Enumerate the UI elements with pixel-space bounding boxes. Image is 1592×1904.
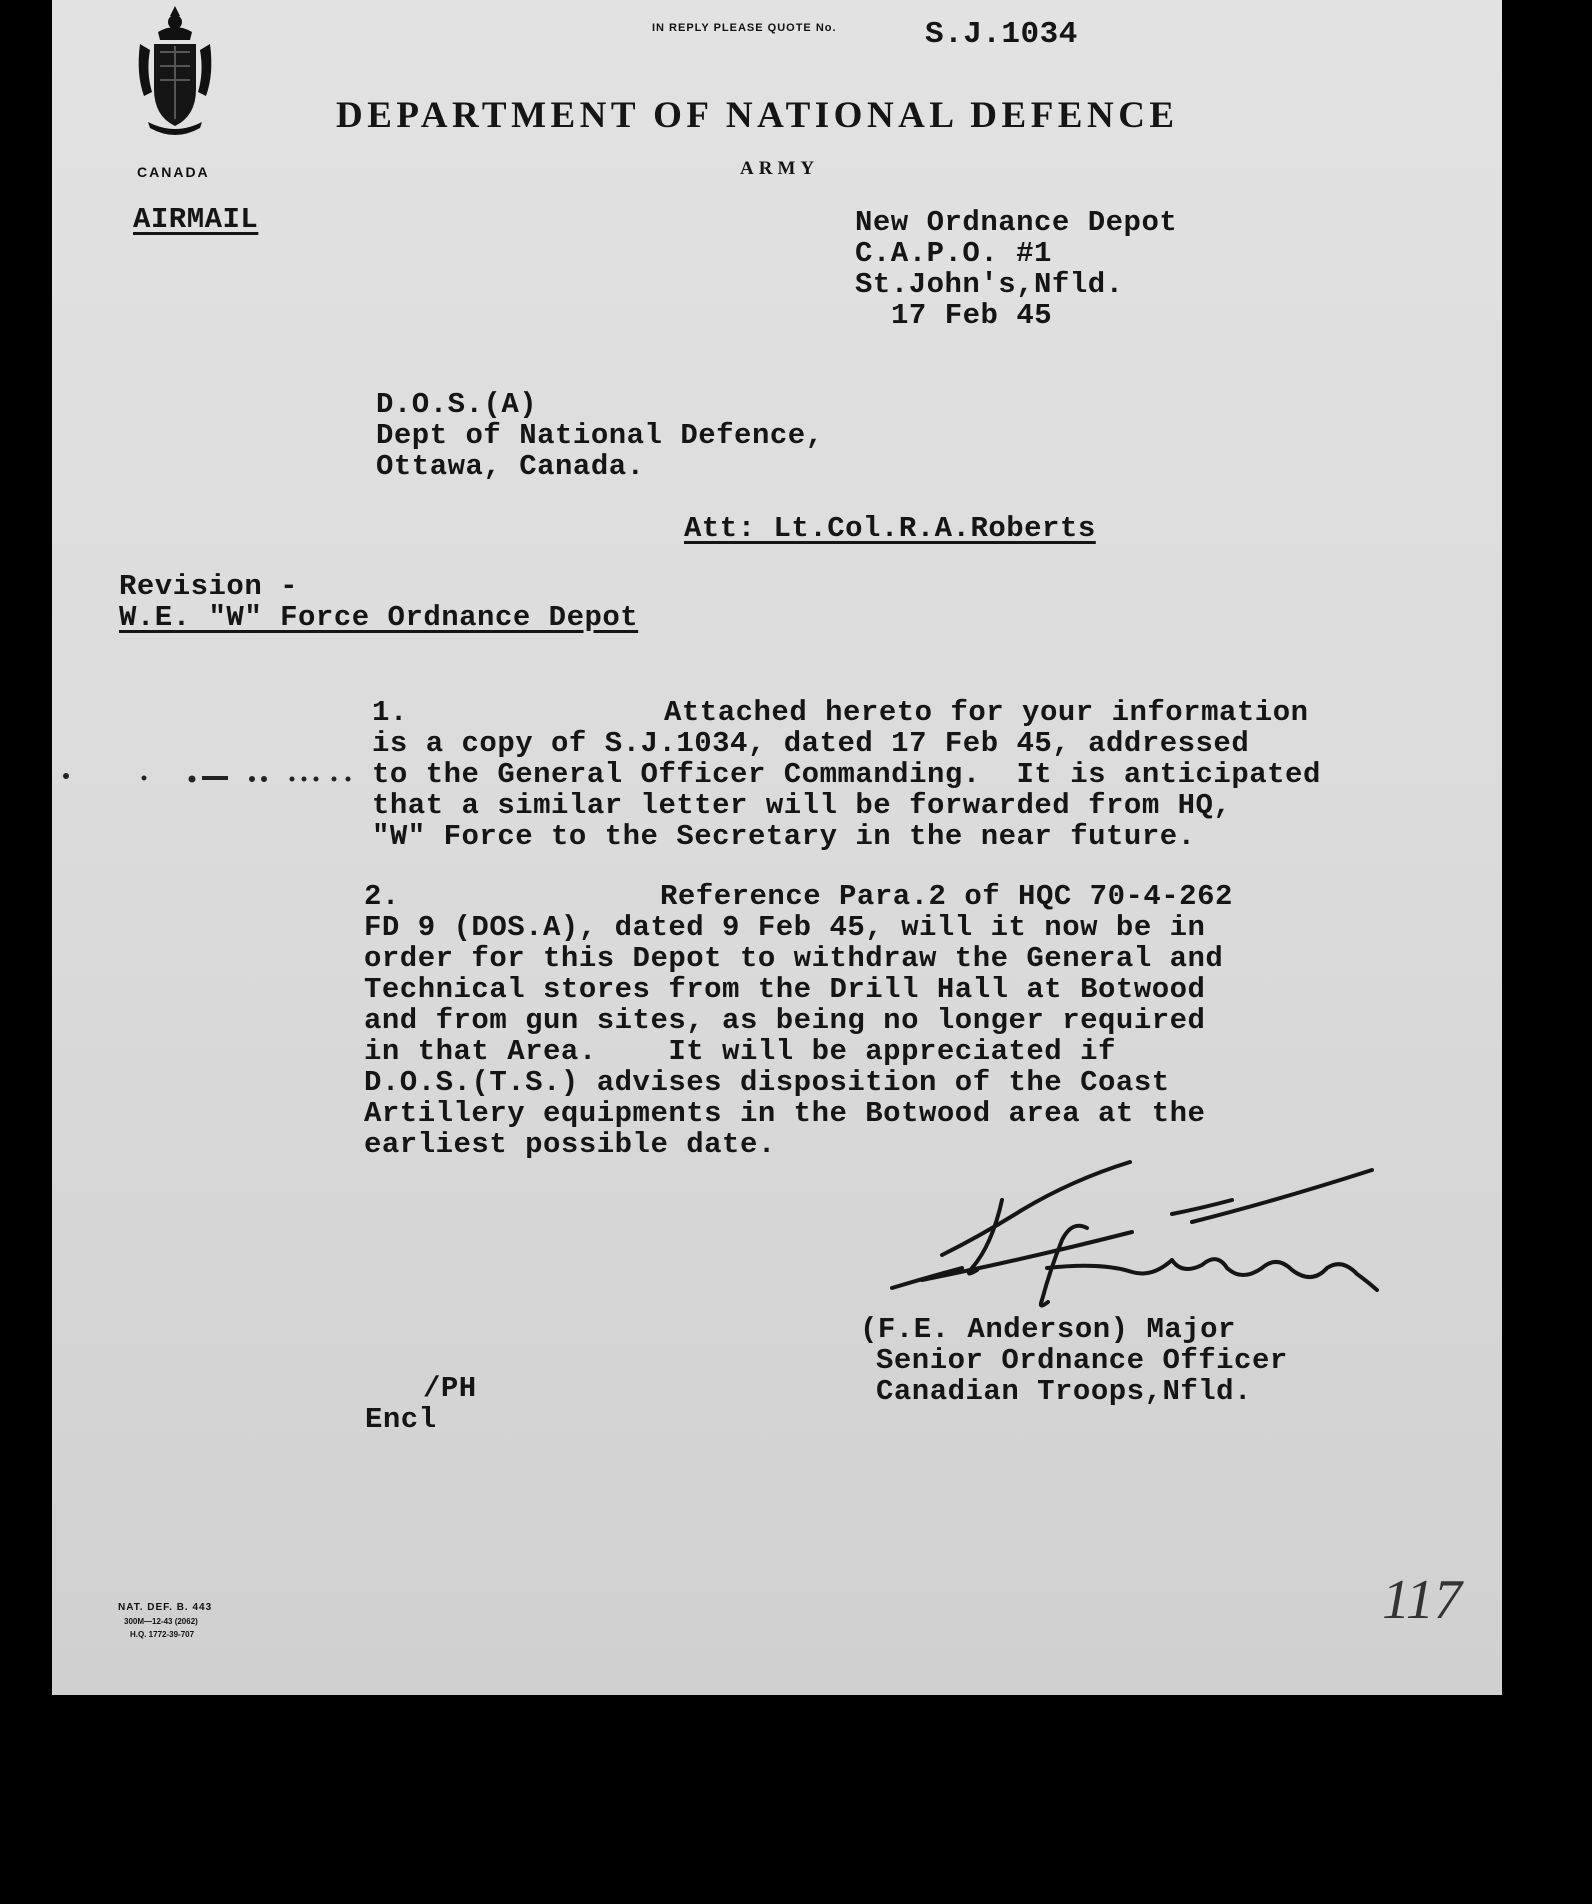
paragraph-2-line: order for this Depot to withdraw the General and: [364, 942, 1224, 975]
signature-name: (F.E. Anderson) Major: [860, 1313, 1236, 1346]
paragraph-2-line: FD 9 (DOS.A), dated 9 Feb 45, will it now be in: [364, 911, 1206, 944]
letter-date: 17 Feb 45: [891, 299, 1053, 332]
page-mark: 117: [1382, 1569, 1462, 1631]
margin-dot-marks: [52, 770, 372, 790]
enclosure-note: Encl: [365, 1403, 437, 1436]
paragraph-2-line: D.O.S.(T.S.) advises disposition of the Coast: [364, 1066, 1170, 1099]
recipient-line2: Dept of National Defence,: [376, 419, 824, 452]
letter-page: [52, 0, 1502, 1695]
paragraph-1-line: "W" Force to the Secretary in the near future.: [372, 820, 1196, 853]
paragraph-1-line: that a similar letter will be forwarded from HQ,: [372, 789, 1232, 822]
department-heading: DEPARTMENT OF NATIONAL DEFENCE: [336, 95, 1179, 136]
paragraph-1-line: is a copy of S.J.1034, dated 17 Feb 45, addressed: [372, 727, 1250, 760]
attention-line: Att: Lt.Col.R.A.Roberts: [684, 512, 1096, 545]
crest-label: CANADA: [137, 164, 210, 180]
recipient-line1: D.O.S.(A): [376, 388, 538, 421]
typist-initials: /PH: [423, 1372, 477, 1405]
paragraph-2-first-line: Reference Para.2 of HQC 70-4-262: [660, 880, 1233, 913]
signature-unit: Canadian Troops,Nfld.: [876, 1375, 1252, 1408]
reference-number: S.J.1034: [925, 17, 1078, 52]
paragraph-1-line: to the General Officer Commanding. It is anticipated: [372, 758, 1321, 791]
paragraph-2-number: 2.: [364, 880, 400, 913]
paragraph-2-line: Technical stores from the Drill Hall at Botwood: [364, 973, 1206, 1006]
reply-prompt: IN REPLY PLEASE QUOTE No.: [652, 22, 837, 34]
paragraph-1-number: 1.: [372, 696, 408, 729]
form-code-line3: H.Q. 1772-39-707: [130, 1630, 195, 1639]
subject-line2: W.E. "W" Force Ordnance Depot: [119, 601, 639, 634]
canada-crest-icon: [130, 4, 220, 154]
paragraph-1-first-line: Attached hereto for your information: [664, 696, 1309, 729]
signature-title: Senior Ordnance Officer: [876, 1344, 1288, 1377]
paragraph-2-line: and from gun sites, as being no longer required: [364, 1004, 1206, 1037]
form-code-line1: NAT. DEF. B. 443: [118, 1602, 213, 1613]
handwritten-signature: [872, 1150, 1432, 1320]
form-code-line2: 300M—12-43 (2062): [124, 1617, 198, 1626]
branch-label: ARMY: [740, 158, 820, 179]
airmail-label: AIRMAIL: [133, 203, 259, 236]
paragraph-2-line: in that Area. It will be appreciated if: [364, 1035, 1116, 1068]
paragraph-2-line: earliest possible date.: [364, 1128, 776, 1161]
paragraph-2-line: Artillery equipments in the Botwood area at the: [364, 1097, 1206, 1130]
sender-address-line1: New Ordnance Depot: [855, 206, 1178, 239]
sender-address-line2: C.A.P.O. #1: [855, 237, 1052, 270]
recipient-line3: Ottawa, Canada.: [376, 450, 645, 483]
sender-address-line3: St.John's,Nfld.: [855, 268, 1124, 301]
subject-line1: Revision -: [119, 570, 299, 603]
